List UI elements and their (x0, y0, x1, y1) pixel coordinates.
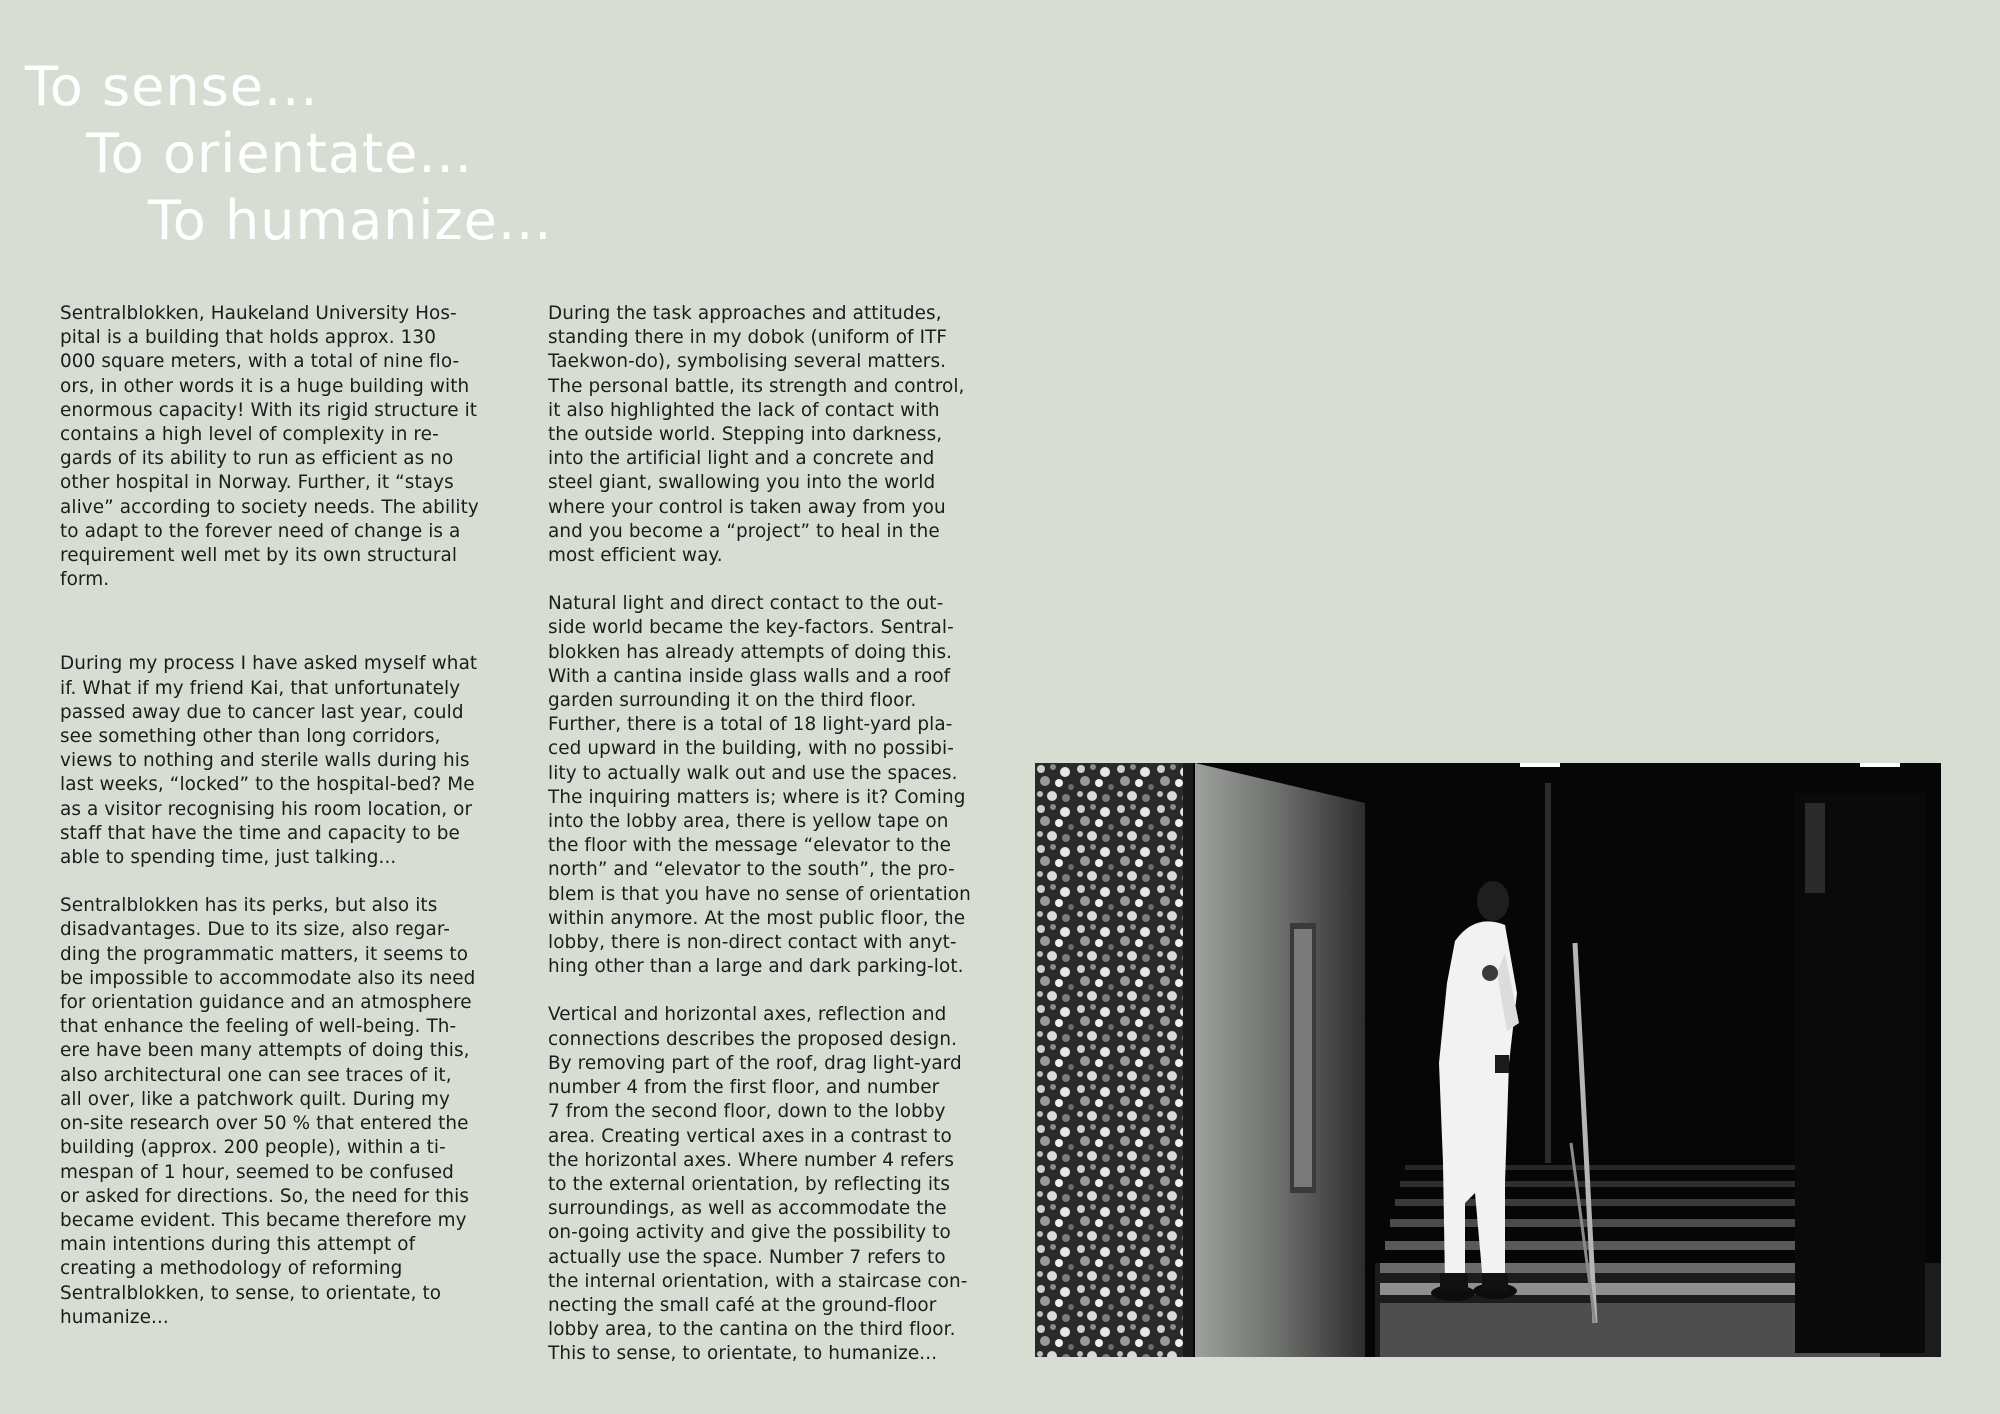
paragraph-process: During my process I have asked myself what if. What if my friend Kai, that unfortunately passed away due to cancer last year, could see something other than long corridors, views to nothing and sterile walls during his last weeks, “locked” to the hospital-bed? Me as a visitor recognising his room location, or staff that have the time and capacity to be able to spending time, just talking... (60, 653, 478, 869)
paragraph-approaches: During the task approaches and attitudes, standing there in my dobok (uniform of ITF Taekwon-do), symbolising several matters. The personal battle, its strength and control, it also highlighted the lack of contact with the outside world. Stepping into darkness, into the artificial light and a concrete and steel giant, swallowing you into the world where your control is taken away from you and you become a “project” to heal in the most efficient way. (548, 303, 965, 567)
middle-text-column (548, 302, 1008, 1367)
title-line-orientate: To orientate... (86, 122, 473, 185)
title-line-sense: To sense... (25, 55, 319, 118)
paragraph-natural-light: Natural light and direct contact to the out- side world became the key-factors. Sentral- blokken has already attempts of doing this. With a cantina inside glass walls and a roof garden surrounding it on the third floor. Further, there is a total of 18 light-yard pla- ced upward in the building, with no possibi- lity to actually walk out and use the spaces. The inquiring matters is; where is it? Coming into the lobby area, there is yellow tape on the floor with the message “elevator to the north” and “elevator to the south”, the pro- blem is that you have no sense of orientation within anymore. At the most public floor, the lobby, there is non-direct contact with anyt- hing other than a large and dark parking-lot. (548, 593, 971, 978)
paragraph-design: Vertical and horizontal axes, reflection and connections describes the proposed design. By removing part of the roof, drag light-yard number 4 from the first floor, and number 7 from the second floor, down to the lobby area. Creating vertical axes in a contrast to the horizontal axes. Where number 4 refers to the external orientation, by reflecting its surroundings, as well as accommodate the on-going activity and give the possibility to actually use the space. Number 7 refers to the internal orientation, with a staircase con- necting the small café at the ground-floor lobby area, to the cantina on the third floor. This to sense, to orientate, to humanize... (548, 1004, 968, 1365)
photo-person-on-stairs (1035, 763, 1941, 1357)
pebble-wall (1035, 763, 1183, 1357)
paragraph-intro: Sentralblokken, Haukeland University Hos- pital is a building that holds approx. 130 000 square meters, with a total of nine flo- ors, in other words it is a huge building with enormous capacity! With its rigid structure it contains a high level of complexity in re- gards of its ability to run as efficient as no other hospital in Norway. Further, it “stays alive” according to society needs. The ability to adapt to the forever need of change is a requirement well met by its own structural form. (60, 303, 479, 591)
left-text-column (60, 302, 510, 1330)
side-wall (1195, 763, 1365, 1357)
paragraph-perks: Sentralblokken has its perks, but also its disadvantages. Due to its size, also regar- ding the programmatic matters, it seems to be impossible to accommodate also its need for orientation guidance and an atmosphere that enhance the feeling of well-being. Th- ere have been many attempts of doing this, also architectural one can see traces of it, all over, like a patchwork quilt. During my on-site research over 50 % that entered the building (approx. 200 people), within a ti- mespan of 1 hour, seemed to be confused or asked for directions. So, the need for this became evident. This became therefore my main intentions during this attempt of creating a methodology of reforming Sentralblokken, to sense, to orientate, to humanize... (60, 895, 476, 1328)
title-line-humanize: To humanize... (148, 189, 553, 252)
